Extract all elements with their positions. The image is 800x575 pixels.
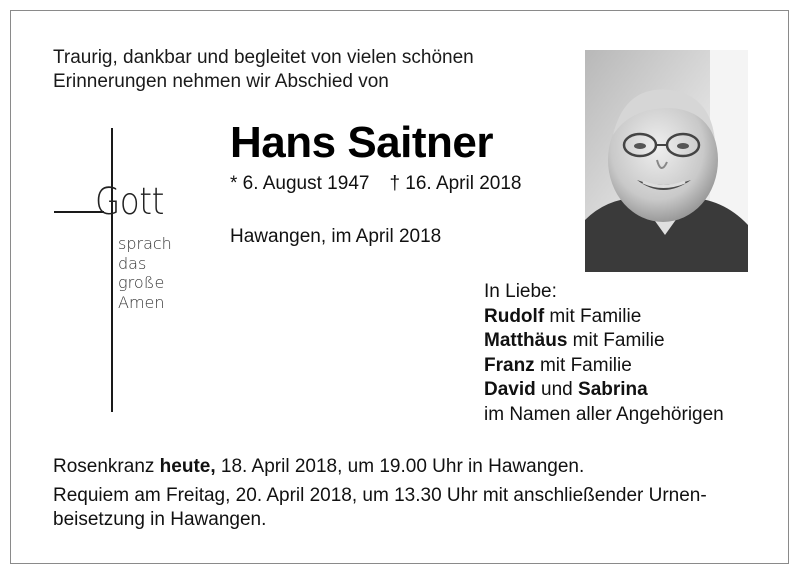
mourner-name: Franz — [484, 354, 535, 376]
requiem-line: beisetzung in Hawangen. — [53, 509, 267, 530]
mourner-row — [484, 305, 724, 330]
mourner-name: Sabrina — [578, 379, 648, 400]
mourners-list — [484, 280, 724, 427]
mourner-row — [484, 354, 724, 379]
mourner-name: Matthäus — [484, 330, 568, 351]
place-date: Hawangen, im April 2018 — [230, 226, 442, 247]
mourners-heading: In Liebe: — [484, 281, 557, 302]
mourner-suffix: mit Familie — [534, 354, 632, 376]
cross-vertical-line — [111, 128, 113, 412]
intro-line: Erinnerungen nehmen wir Abschied von — [53, 71, 389, 92]
service-info — [53, 455, 707, 532]
rosary-line — [53, 455, 707, 479]
intro-line: Traurig, dankbar und begleitet von vielen schönen — [53, 47, 474, 68]
mourner-row — [484, 378, 724, 403]
birth-date: * 6. August 1947 — [230, 173, 370, 194]
deceased-name: Hans Saitner — [230, 118, 493, 167]
rosary-prefix: Rosenkranz — [53, 456, 160, 477]
cross-phrase-line: große — [118, 273, 165, 292]
mourner-name: David — [484, 379, 536, 400]
mourner-row — [484, 329, 724, 354]
mourner-conjunction: und — [535, 379, 579, 400]
rosary-details: 18. April 2018, um 19.00 Uhr in Hawangen. — [215, 456, 585, 477]
cross-phrase-line: sprach — [118, 234, 172, 253]
rosary-day: heute, — [159, 456, 216, 477]
cross-phrase-line: Amen — [118, 292, 165, 312]
requiem-line: Requiem am Freitag, 20. April 2018, um 13.30 Uhr mit anschließender Urnen- — [53, 485, 707, 506]
requiem-text — [53, 484, 707, 532]
mourners-closing: im Namen aller Angehörigen — [484, 403, 724, 425]
mourner-name: Rudolf — [484, 305, 545, 327]
cross-word-gott: Gott — [95, 180, 164, 223]
death-date: † 16. April 2018 — [389, 173, 522, 194]
cross-phrase-line: das — [118, 253, 147, 273]
portrait-photo — [585, 50, 748, 272]
mourner-suffix: mit Familie — [567, 330, 665, 351]
intro-text — [53, 46, 474, 94]
life-dates — [230, 173, 522, 195]
mourner-suffix: mit Familie — [544, 305, 642, 327]
cross-phrase — [118, 234, 172, 312]
